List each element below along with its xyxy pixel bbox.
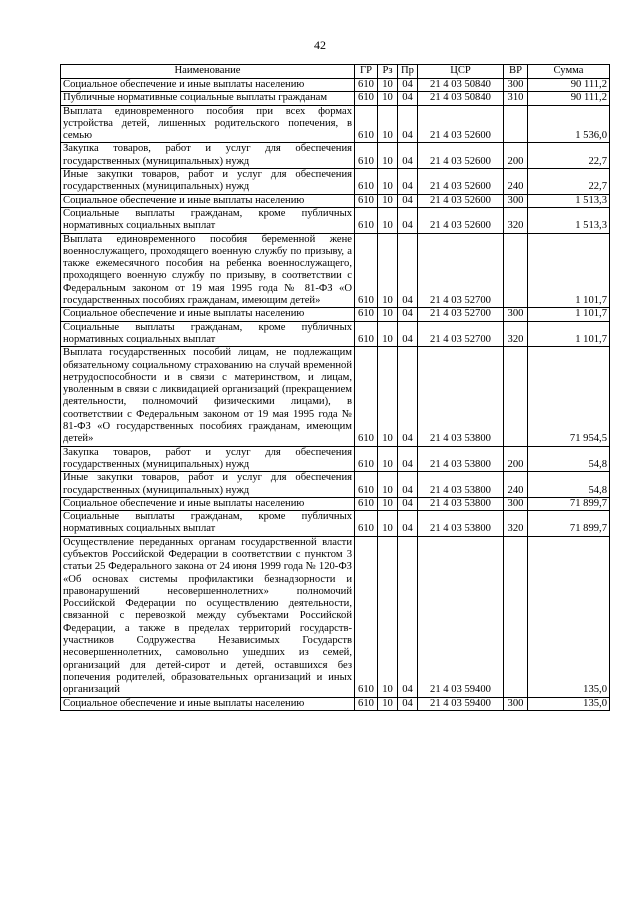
table-row [61, 169, 610, 195]
cell-vr [504, 536, 528, 697]
cell-vr: 240 [504, 472, 528, 498]
cell-pr: 04 [398, 347, 418, 446]
cell-name: Иные закупки товаров, работ и услуг для обеспечения государственных (муниципальных) нужд [61, 472, 355, 498]
cell-name: Социальное обеспечение и иные выплаты населению [61, 79, 355, 92]
cell-csr: 21 4 03 52600 [418, 169, 504, 195]
cell-vr: 320 [504, 321, 528, 347]
table-row [61, 446, 610, 472]
cell-vr [504, 347, 528, 446]
cell-sum: 90 111,2 [528, 92, 610, 105]
cell-gr: 610 [355, 321, 378, 347]
cell-sum: 1 101,7 [528, 308, 610, 321]
cell-csr: 21 4 03 50840 [418, 79, 504, 92]
cell-pr: 04 [398, 169, 418, 195]
table-row [61, 143, 610, 169]
cell-csr: 21 4 03 53800 [418, 511, 504, 537]
cell-rz: 10 [378, 446, 398, 472]
cell-rz: 10 [378, 92, 398, 105]
cell-name: Выплата единовременного пособия беременной жене военнослужащего, проходящего военную службу по призыву, а также ежемесячного пособия на ребенка военнослужащего, проходящего военную службу по призыву, в соответствии с Федеральным законом от 19 мая 1995 года № 81-ФЗ «О государственных пособиях гражданам, имеющим детей» [61, 233, 355, 308]
cell-rz: 10 [378, 143, 398, 169]
cell-vr: 300 [504, 79, 528, 92]
header-pr: Пр [398, 65, 418, 79]
cell-csr: 21 4 03 52600 [418, 194, 504, 207]
cell-vr: 300 [504, 194, 528, 207]
cell-rz: 10 [378, 233, 398, 308]
cell-pr: 04 [398, 511, 418, 537]
cell-rz: 10 [378, 347, 398, 446]
cell-name: Социальное обеспечение и иные выплаты населению [61, 697, 355, 710]
cell-name: Социальное обеспечение и иные выплаты населению [61, 497, 355, 510]
cell-name: Осуществление переданных органам государственной власти субъектов Российской Федерации в соответствии с пунктом 3 статьи 25 Федерального закона от 24 июня 1999 года № 120-ФЗ «Об основах системы профилактики безнадзорности и правонарушений несовершеннолетних» полномочий Российской Федерации по осуществлению деятельности, связанной с перевозкой между субъектами Российской Федерации, а также в пределах территорий государств-участников Содружества Независимых Государств несовершеннолетних, самовольно ушедших из семей, организаций для детей-сирот и детей, оставшихся без попечения родителей, образовательных организаций и иных организаций [61, 536, 355, 697]
header-vr: ВР [504, 65, 528, 79]
cell-sum: 71 954,5 [528, 347, 610, 446]
table-row [61, 207, 610, 233]
cell-vr: 300 [504, 697, 528, 710]
cell-vr: 200 [504, 143, 528, 169]
cell-sum: 54,8 [528, 472, 610, 498]
cell-pr: 04 [398, 497, 418, 510]
cell-rz: 10 [378, 497, 398, 510]
cell-name: Закупка товаров, работ и услуг для обеспечения государственных (муниципальных) нужд [61, 143, 355, 169]
cell-name: Социальное обеспечение и иные выплаты населению [61, 308, 355, 321]
cell-pr: 04 [398, 207, 418, 233]
cell-sum: 90 111,2 [528, 79, 610, 92]
cell-pr: 04 [398, 79, 418, 92]
cell-vr [504, 105, 528, 143]
table-row [61, 194, 610, 207]
cell-pr: 04 [398, 321, 418, 347]
table-row [61, 511, 610, 537]
cell-vr: 200 [504, 446, 528, 472]
table-row [61, 308, 610, 321]
cell-sum: 1 101,7 [528, 321, 610, 347]
cell-rz: 10 [378, 79, 398, 92]
cell-sum: 135,0 [528, 536, 610, 697]
header-gr: ГР [355, 65, 378, 79]
cell-sum: 71 899,7 [528, 497, 610, 510]
cell-csr: 21 4 03 52600 [418, 105, 504, 143]
cell-name: Выплата государственных пособий лицам, не подлежащим обязательному социальному страхованию на случай временной нетрудоспособности и в связи с материнством, и лицам, уволенным в связи с ликвидацией организаций (прекращением деятельности, полномочий физическими лицами), в соответствии с Федеральным законом от 19 мая 1995 года № 81-ФЗ «О государственных пособиях гражданам, имеющим детей» [61, 347, 355, 446]
cell-pr: 04 [398, 233, 418, 308]
header-name: Наименование [61, 65, 355, 79]
cell-vr [504, 233, 528, 308]
cell-csr: 21 4 03 53800 [418, 347, 504, 446]
cell-gr: 610 [355, 347, 378, 446]
table-header-row [61, 65, 610, 79]
cell-sum: 22,7 [528, 169, 610, 195]
cell-sum: 71 899,7 [528, 511, 610, 537]
cell-rz: 10 [378, 321, 398, 347]
cell-gr: 610 [355, 511, 378, 537]
cell-csr: 21 4 03 59400 [418, 697, 504, 710]
table-row [61, 321, 610, 347]
header-csr: ЦСР [418, 65, 504, 79]
cell-gr: 610 [355, 697, 378, 710]
table-row [61, 472, 610, 498]
cell-csr: 21 4 03 52600 [418, 207, 504, 233]
cell-vr: 240 [504, 169, 528, 195]
cell-csr: 21 4 03 52700 [418, 321, 504, 347]
cell-rz: 10 [378, 472, 398, 498]
cell-name: Закупка товаров, работ и услуг для обеспечения государственных (муниципальных) нужд [61, 446, 355, 472]
cell-gr: 610 [355, 169, 378, 195]
cell-csr: 21 4 03 53800 [418, 446, 504, 472]
cell-rz: 10 [378, 697, 398, 710]
table-row [61, 497, 610, 510]
cell-gr: 610 [355, 207, 378, 233]
cell-gr: 610 [355, 79, 378, 92]
cell-name: Социальное обеспечение и иные выплаты населению [61, 194, 355, 207]
budget-table [60, 64, 610, 711]
cell-vr: 320 [504, 511, 528, 537]
page-number: 42 [314, 38, 326, 52]
cell-pr: 04 [398, 697, 418, 710]
cell-sum: 1 513,3 [528, 207, 610, 233]
table-row [61, 79, 610, 92]
cell-csr: 21 4 03 59400 [418, 536, 504, 697]
cell-pr: 04 [398, 194, 418, 207]
table-row [61, 92, 610, 105]
cell-vr: 320 [504, 207, 528, 233]
cell-gr: 610 [355, 143, 378, 169]
cell-gr: 610 [355, 536, 378, 697]
cell-name: Социальные выплаты гражданам, кроме публичных нормативных социальных выплат [61, 511, 355, 537]
cell-sum: 1 536,0 [528, 105, 610, 143]
cell-csr: 21 4 03 52700 [418, 308, 504, 321]
cell-sum: 135,0 [528, 697, 610, 710]
cell-vr: 300 [504, 308, 528, 321]
table-row [61, 536, 610, 697]
cell-vr: 310 [504, 92, 528, 105]
cell-name: Социальные выплаты гражданам, кроме публичных нормативных социальных выплат [61, 207, 355, 233]
cell-sum: 1 513,3 [528, 194, 610, 207]
cell-sum: 22,7 [528, 143, 610, 169]
cell-name: Публичные нормативные социальные выплаты гражданам [61, 92, 355, 105]
cell-gr: 610 [355, 194, 378, 207]
cell-gr: 610 [355, 92, 378, 105]
cell-csr: 21 4 03 52600 [418, 143, 504, 169]
cell-rz: 10 [378, 536, 398, 697]
cell-csr: 21 4 03 53800 [418, 472, 504, 498]
cell-csr: 21 4 03 53800 [418, 497, 504, 510]
cell-gr: 610 [355, 472, 378, 498]
cell-pr: 04 [398, 92, 418, 105]
header-rz: Рз [378, 65, 398, 79]
table-row [61, 697, 610, 710]
cell-pr: 04 [398, 143, 418, 169]
cell-gr: 610 [355, 308, 378, 321]
cell-gr: 610 [355, 497, 378, 510]
cell-rz: 10 [378, 207, 398, 233]
cell-name: Иные закупки товаров, работ и услуг для обеспечения государственных (муниципальных) нужд [61, 169, 355, 195]
table-row [61, 233, 610, 308]
cell-rz: 10 [378, 511, 398, 537]
table-row [61, 105, 610, 143]
cell-pr: 04 [398, 536, 418, 697]
cell-pr: 04 [398, 472, 418, 498]
cell-rz: 10 [378, 105, 398, 143]
cell-pr: 04 [398, 446, 418, 472]
cell-rz: 10 [378, 308, 398, 321]
header-sum: Сумма [528, 65, 610, 79]
cell-csr: 21 4 03 50840 [418, 92, 504, 105]
cell-name: Социальные выплаты гражданам, кроме публичных нормативных социальных выплат [61, 321, 355, 347]
cell-csr: 21 4 03 52700 [418, 233, 504, 308]
cell-rz: 10 [378, 169, 398, 195]
cell-pr: 04 [398, 105, 418, 143]
cell-gr: 610 [355, 105, 378, 143]
cell-sum: 54,8 [528, 446, 610, 472]
cell-gr: 610 [355, 233, 378, 308]
cell-name: Выплата единовременного пособия при всех формах устройства детей, лишенных родительского попечения, в семью [61, 105, 355, 143]
table-row [61, 347, 610, 446]
cell-sum: 1 101,7 [528, 233, 610, 308]
cell-gr: 610 [355, 446, 378, 472]
cell-vr: 300 [504, 497, 528, 510]
cell-rz: 10 [378, 194, 398, 207]
cell-pr: 04 [398, 308, 418, 321]
